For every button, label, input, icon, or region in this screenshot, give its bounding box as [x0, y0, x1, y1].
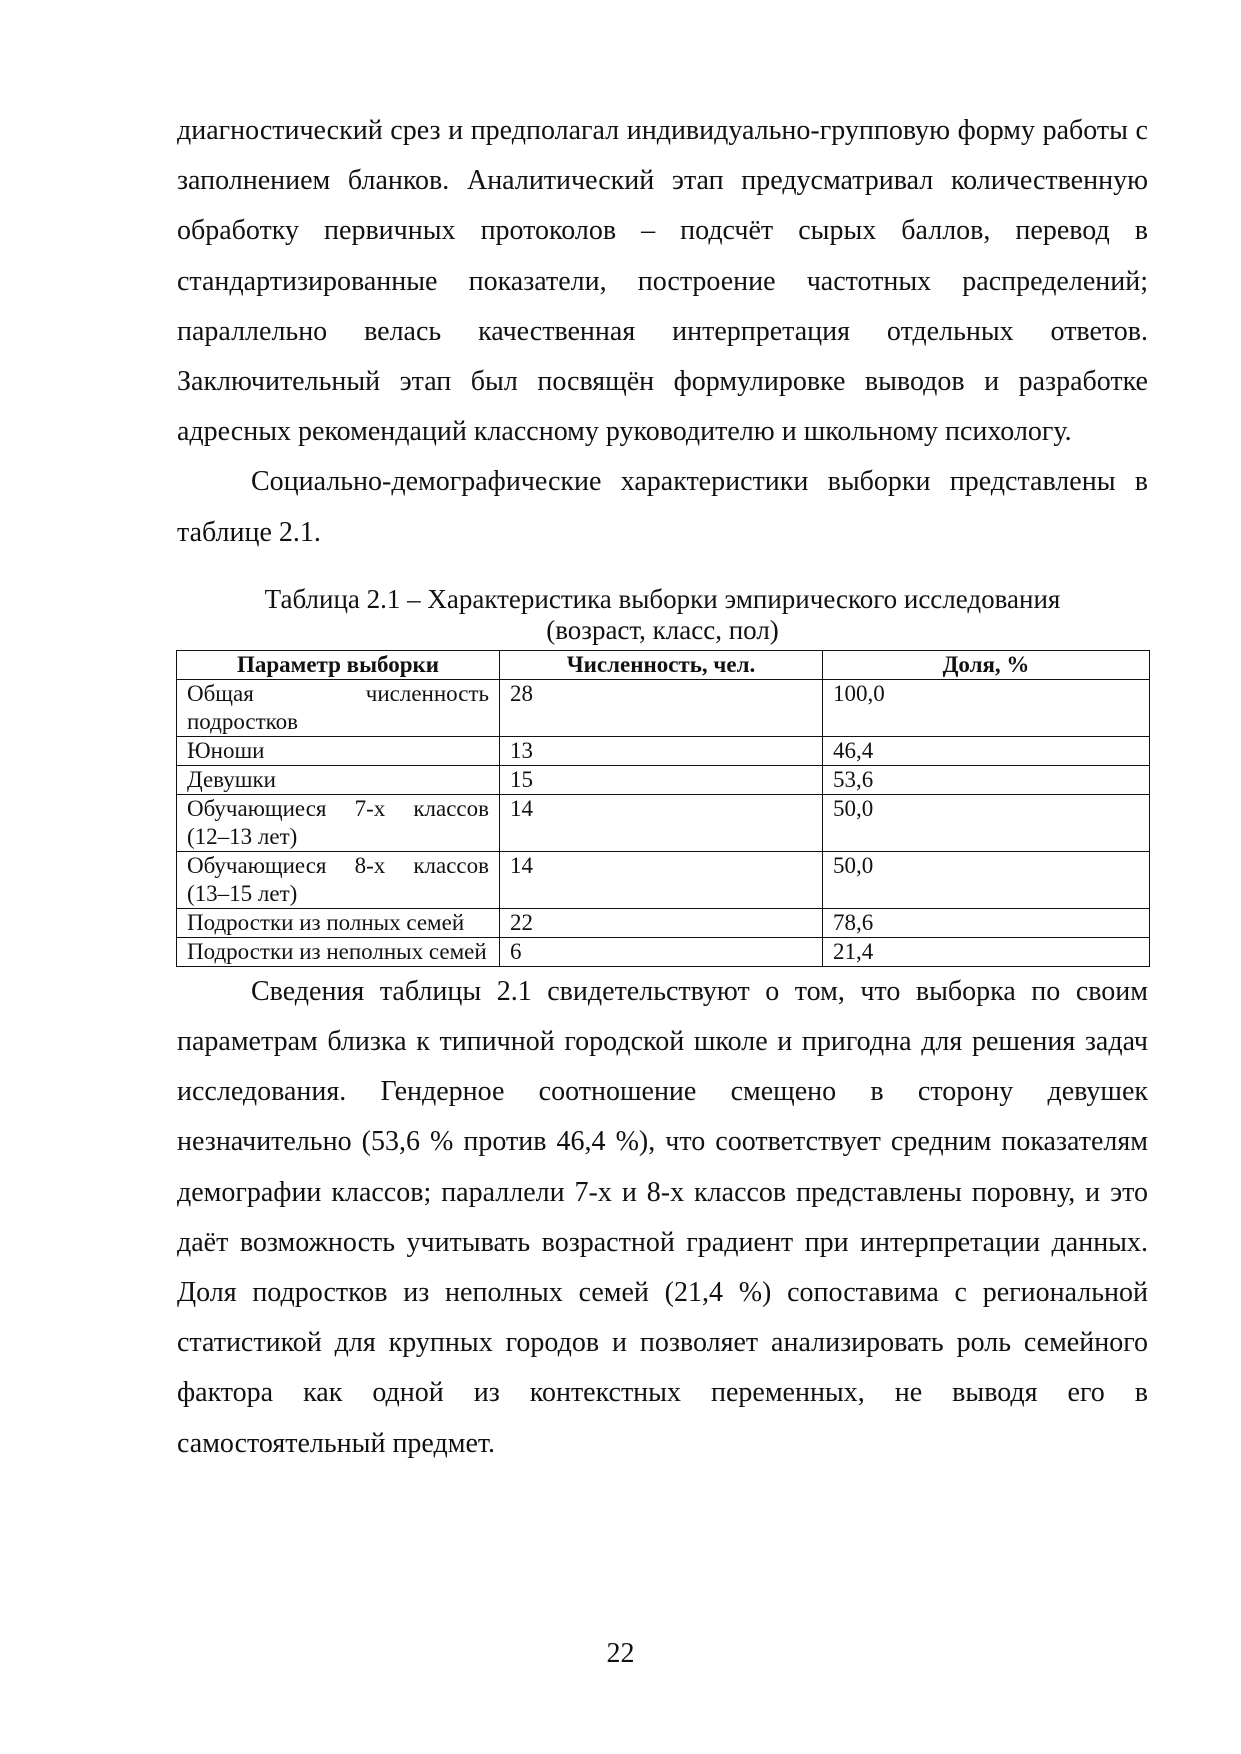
paragraph-table-discussion: Сведения таблицы 2.1 свидетельствуют о том, что выборка по своим параметрам близка к типичной городской школе и пригодна для решения задач исследования. Гендерное соотношение смещено в сторону девушек незначительно (53,6 % против 46,4 %), что соответствует средним показателям демографии классов; параллели 7-х и 8-х классов представлены поровну, и это даёт возможность учитывать возрастной градиент при интерпретации данных. Доля подростков из неполных семей (21,4 %) сопоставима с региональной статистикой для крупных городов и позволяет анализировать роль семейного фактора как одной из контекстных переменных, не выводя его в самостоятельный предмет. [177, 975, 1148, 1459]
table-row [177, 908, 1150, 937]
cell-count: 22 [500, 908, 823, 937]
cell-count: 6 [500, 937, 823, 966]
table-row [177, 851, 1150, 908]
cell-parameter: Юноши [177, 736, 500, 765]
cell-share: 46,4 [823, 736, 1150, 765]
cell-count: 14 [500, 851, 823, 908]
cell-share: 100,0 [823, 679, 1150, 736]
table-caption-line-1: Таблица 2.1 – Характеристика выборки эмпирического исследования [264, 583, 1061, 614]
cell-parameter: Девушки [177, 765, 500, 794]
cell-count: 13 [500, 736, 823, 765]
cell-share: 50,0 [823, 794, 1150, 851]
document-page [177, 106, 1148, 1469]
cell-count: 14 [500, 794, 823, 851]
column-header-share: Доля, % [823, 650, 1150, 679]
table-row [177, 794, 1150, 851]
paragraph-table-intro: Социально-демографические характеристики выборки представлены в таблице 2.1. [177, 466, 1148, 548]
cell-share: 78,6 [823, 908, 1150, 937]
table-row [177, 679, 1150, 736]
cell-share: 53,6 [823, 765, 1150, 794]
table-row [177, 736, 1150, 765]
table-caption-line-2: (возраст, класс, пол) [546, 614, 779, 645]
cell-parameter: Подростки из полных семей [177, 908, 500, 937]
table-header-row [177, 650, 1150, 679]
cell-parameter: Подростки из неполных семей [177, 937, 500, 966]
cell-count: 28 [500, 679, 823, 736]
cell-share: 50,0 [823, 851, 1150, 908]
paragraph-methods-stages: диагностический срез и предполагал индивидуально-групповую форму работы с заполнением бланков. Аналитический этап предусматривал количественную обработку первичных протоколов – подсчёт сырых баллов, перевод в стандартизированные показатели, построение частотных распределений; параллельно велась качественная интерпретация отдельных ответов. Заключительный этап был посвящён формулировке выводов и разработке адресных рекомендаций классному руководителю и школьному психологу. [177, 115, 1148, 448]
cell-share: 21,4 [823, 937, 1150, 966]
table-caption [177, 584, 1148, 646]
cell-count: 15 [500, 765, 823, 794]
cell-parameter: Обучающиеся 7-х классов (12–13 лет) [177, 794, 500, 851]
table-row [177, 937, 1150, 966]
column-header-parameter: Параметр выборки [177, 650, 500, 679]
column-header-count: Численность, чел. [500, 650, 823, 679]
page-number: 22 [606, 1638, 635, 1669]
sample-characteristics-table [176, 650, 1150, 967]
cell-parameter: Обучающиеся 8-х классов (13–15 лет) [177, 851, 500, 908]
cell-parameter: Общая численность подростков [177, 679, 500, 736]
table-row [177, 765, 1150, 794]
